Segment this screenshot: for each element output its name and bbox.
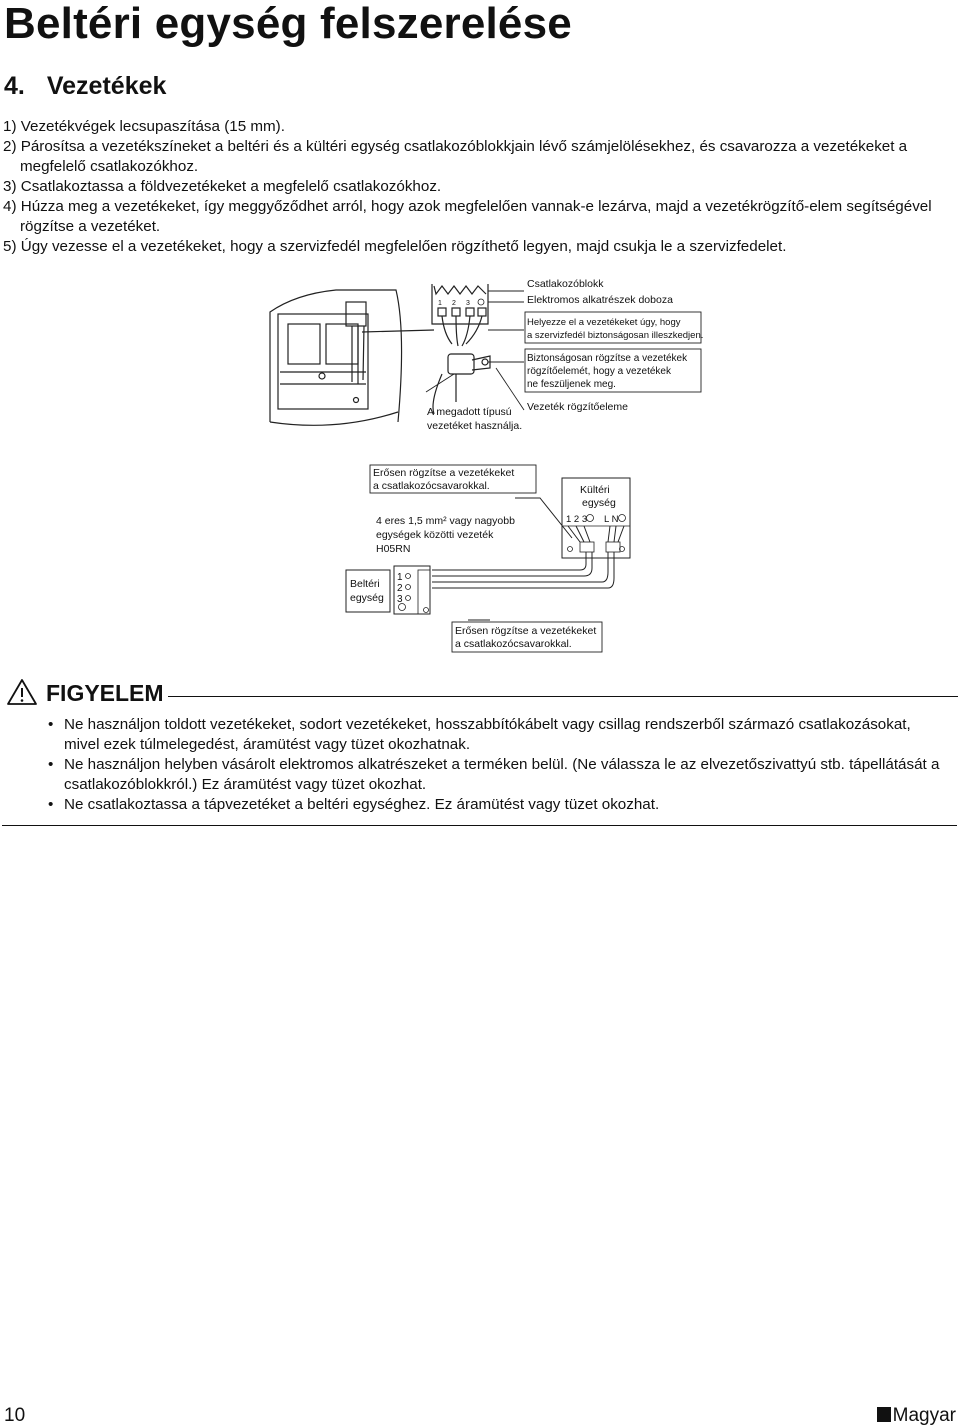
page-title: Beltéri egység felszerelése <box>4 0 572 48</box>
use-type-line-2: vezetéket használja. <box>427 420 523 432</box>
language-text: Magyar <box>892 1405 956 1426</box>
warning-header <box>4 678 958 712</box>
terminal-block-label: Csatlakozóblokk <box>527 278 604 290</box>
fix-bottom-line-2: a csatlakozócsavarokkal. <box>455 638 572 650</box>
use-type-line-1: A megadott típusú <box>427 406 512 418</box>
secure-clamp-line-2: rögzítőelemét, hogy a vezetékek <box>527 366 671 377</box>
wire-clamp-label: Vezeték rögzítőeleme <box>527 401 628 413</box>
fix-bottom-line-1: Erősen rögzítse a vezetékeket <box>455 625 597 637</box>
secure-clamp-line-1: Biztonságosan rögzítse a vezetékek <box>527 353 688 364</box>
terminal-1-label: 1 <box>438 300 442 307</box>
language-label <box>877 1405 956 1427</box>
step-4: 4) Húzza meg a vezetékeket, így meggyőződhet arról, hogy azok megfelelően vannak-e lezárva, majd a vezetékrögzítő-elem segítségével rögzítse a vezetéket. <box>3 198 932 235</box>
step-5: 5) Úgy vezesse el a vezetékeket, hogy a szervizfedél megfelelően rögzíthető legyen, majd csukja le a szervizfedelet. <box>3 238 787 255</box>
outdoor-unit-line-2: egység <box>582 497 616 509</box>
fit-cover-line-1: Helyezze el a vezetékeket úgy, hogy <box>527 317 681 328</box>
leader-lines <box>426 291 524 410</box>
warning-icon <box>6 678 38 706</box>
terminal-block-diagram <box>266 272 716 437</box>
section-title: Vezetékek <box>46 72 167 100</box>
fit-cover-line-2: a szervizfedél biztonságosan illeszkedjen. <box>527 330 704 341</box>
indoor-unit-drawing <box>270 290 434 425</box>
section-heading <box>4 72 166 101</box>
outdoor-unit-line-1: Kültéri <box>580 484 610 496</box>
indoor-terminal-1: 1 <box>397 572 403 583</box>
step-2: 2) Párosítsa a vezetékszíneket a beltéri és a kültéri egység csatlakozóblokkjain lévő számjelölésekhez, és csavarozza a vezetékeket a megfelelő csatlakozókhoz. <box>3 138 908 175</box>
warning-title: FIGYELEM <box>46 680 164 706</box>
cable-line-1: 4 eres 1,5 mm² vagy nagyobb <box>376 515 515 527</box>
outdoor-terminals-label: 1 2 3 <box>566 514 588 525</box>
cable-line-2: egységek közötti vezeték <box>376 529 494 541</box>
language-marker-icon <box>877 1407 891 1422</box>
warning-item: • Ne csatlakoztassa a tápvezetéket a beltéri egységhez. Ez áramütést vagy tüzet okozhat. <box>40 795 940 815</box>
terminal-2-label: 2 <box>452 300 456 307</box>
page-number: 10 <box>4 1405 26 1426</box>
step-3: 3) Csatlakoztassa a földvezetékeket a megfelelő csatlakozókhoz. <box>3 178 442 195</box>
terminal-3-label: 3 <box>466 300 470 307</box>
indoor-unit-line-2: egység <box>350 592 384 604</box>
cable-line-3: H05RN <box>376 543 411 555</box>
terminal-labels <box>438 299 484 307</box>
warning-divider <box>168 696 958 697</box>
section-divider <box>2 825 957 826</box>
warning-list <box>40 715 940 815</box>
warning-item: • Ne használjon helyben vásárolt elektromos alkatrészeket a terméken belül. (Ne válassza le az elvezetőszivattyú stb. tápellátását a csatlakozóblokkról.) Ez áramütést vagy tüzet okozhat. <box>40 755 940 795</box>
warning-item: • Ne használjon toldott vezetékeket, sodort vezetékeket, hosszabbítókábelt vagy csillag rendszerből származó csatlakozásokat, mivel ezek túlmelegedést, áramütést vagy tüzet okozhatnak. <box>40 715 940 755</box>
electrical-box-label: Elektromos alkatrészek doboza <box>527 294 673 306</box>
wiring-diagram <box>340 460 640 660</box>
outdoor-ln-label: L N <box>604 514 619 525</box>
instruction-steps <box>3 117 953 257</box>
step-1: 1) Vezetékvégek lecsupaszítása (15 mm). <box>3 118 285 135</box>
indoor-terminal-3: 3 <box>397 594 403 605</box>
indoor-unit-line-1: Beltéri <box>350 578 380 590</box>
fix-top-line-2: a csatlakozócsavarokkal. <box>373 480 490 492</box>
section-number: 4. <box>4 72 25 100</box>
secure-clamp-line-3: ne feszüljenek meg. <box>527 379 616 390</box>
fix-top-line-1: Erősen rögzítse a vezetékeket <box>373 467 515 479</box>
indoor-terminal-2: 2 <box>397 583 403 594</box>
